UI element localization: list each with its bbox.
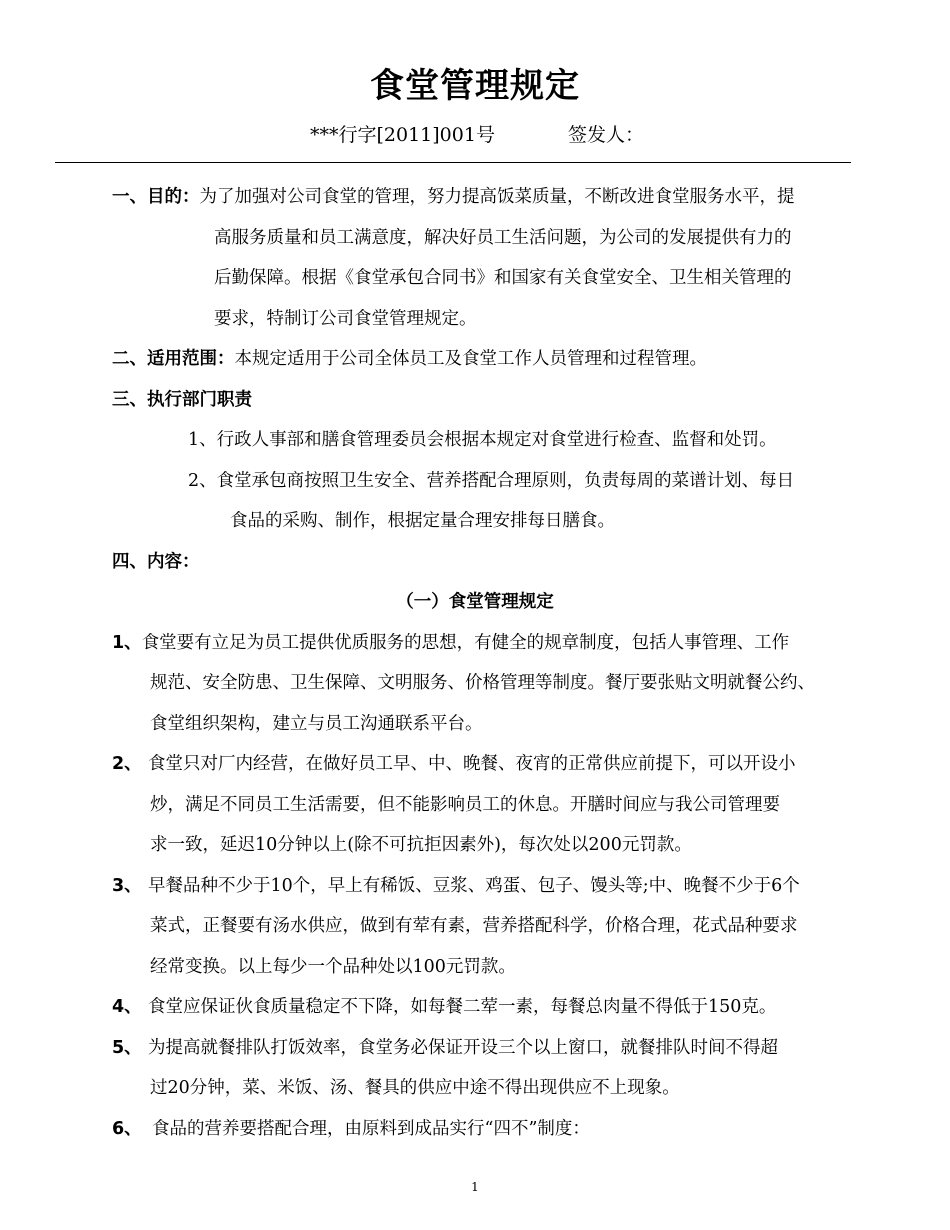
page-number: 1 (471, 1180, 479, 1194)
content-item-3-number: 3、 (112, 876, 142, 896)
content-item-1-text: 食堂要有立足为员工提供优质服务的思想，有健全的规章制度，包括人事管理、工作 (141, 633, 790, 653)
content-item-1-line-1 (112, 632, 789, 654)
content-item-3-line-2: 菜式，正餐要有汤水供应，做到有荤有素，营养搭配科学，价格合理，花式品种要求 (150, 916, 798, 936)
duties-item-2-line-1: 2、食堂承包商按照卫生安全、营养搭配合理原则，负责每周的菜谱计划、每日 (188, 471, 795, 491)
content-item-5-line-1: 为提高就餐排队打饭效率，食堂务必保证开设三个以上窗口，就餐排队时间不得超 (148, 1038, 778, 1058)
content-item-1-line-2: 规范、安全防患、卫生保障、文明服务、价格管理等制度。餐厅要张贴文明就餐公约、 (150, 673, 815, 693)
header-divider (55, 162, 851, 163)
duties-item-2-line-2: 食品的采购、制作，根据定量合理安排每日膳食。 (230, 511, 615, 531)
section-scope-heading: 二、适用范围： (112, 349, 235, 369)
content-item-2-number: 2、 (112, 754, 142, 774)
content-item-2-line-1: 食堂只对厂内经营，在做好员工早、中、晚餐、夜宵的正常供应前提下，可以开设小 (148, 754, 796, 774)
content-item-4-number: 4、 (112, 997, 142, 1017)
section-scope (112, 348, 707, 370)
content-item-1-number: 1、 (112, 633, 142, 653)
duties-item-1: 1、行政人事部和膳食管理委员会根据本规定对食堂进行检查、监督和处罚。 (188, 430, 777, 450)
signer-label: 签发人： (568, 124, 645, 146)
section-content-heading: 四、内容： (112, 552, 200, 572)
content-item-6-line-1: 食品的营养要搭配合理，由原料到成品实行“四不”制度： (152, 1119, 590, 1139)
section-purpose-text: 为了加强对公司食堂的管理，努力提高饭菜质量，不断改进食堂服务水平，提 (199, 187, 795, 207)
content-item-1-line-3: 食堂组织架构，建立与员工沟通联系平台。 (150, 714, 483, 734)
page-title: 食堂管理规定 (370, 66, 580, 106)
document-number: ***行字[2011]001号 (310, 124, 495, 146)
content-item-2-line-3: 求一致，延迟10分钟以上(除不可抗拒因素外)，每次处以200元罚款。 (150, 835, 692, 855)
section-duties-heading: 三、执行部门职责 (112, 390, 252, 410)
section-purpose-heading: 一、目的： (112, 187, 200, 207)
content-item-2-line-2: 炒，满足不同员工生活需要，但不能影响员工的休息。开膳时间应与我公司管理要 (150, 795, 780, 815)
section-purpose-line-3: 后勤保障。根据《食堂承包合同书》和国家有关食堂安全、卫生相关管理的 (214, 268, 792, 288)
content-item-5-number: 5、 (112, 1038, 142, 1058)
section-purpose-line-4: 要求，特制订公司食堂管理规定。 (214, 309, 477, 329)
content-item-5-line-2: 过20分钟，菜、米饭、汤、餐具的供应中途不得出现供应不上现象。 (150, 1078, 680, 1098)
content-item-6-number: 6、 (112, 1119, 142, 1139)
section-purpose-line-2: 高服务质量和员工满意度，解决好员工生活问题，为公司的发展提供有力的 (214, 228, 792, 248)
content-item-4-line-1: 食堂应保证伙食质量稳定不下降，如每餐二荤一素，每餐总肉量不得低于150克。 (148, 997, 777, 1017)
content-item-3-line-1: 早餐品种不少于10个，早上有稀饭、豆浆、鸡蛋、包子、馒头等;中、晚餐不少于6个 (148, 876, 800, 896)
content-item-3-line-3: 经常变换。以上每少一个品种处以100元罚款。 (150, 957, 516, 977)
section-purpose-line-1 (112, 186, 795, 208)
section-scope-text: 本规定适用于公司全体员工及食堂工作人员管理和过程管理。 (234, 349, 707, 369)
content-subheading: （一）食堂管理规定 (396, 592, 554, 612)
